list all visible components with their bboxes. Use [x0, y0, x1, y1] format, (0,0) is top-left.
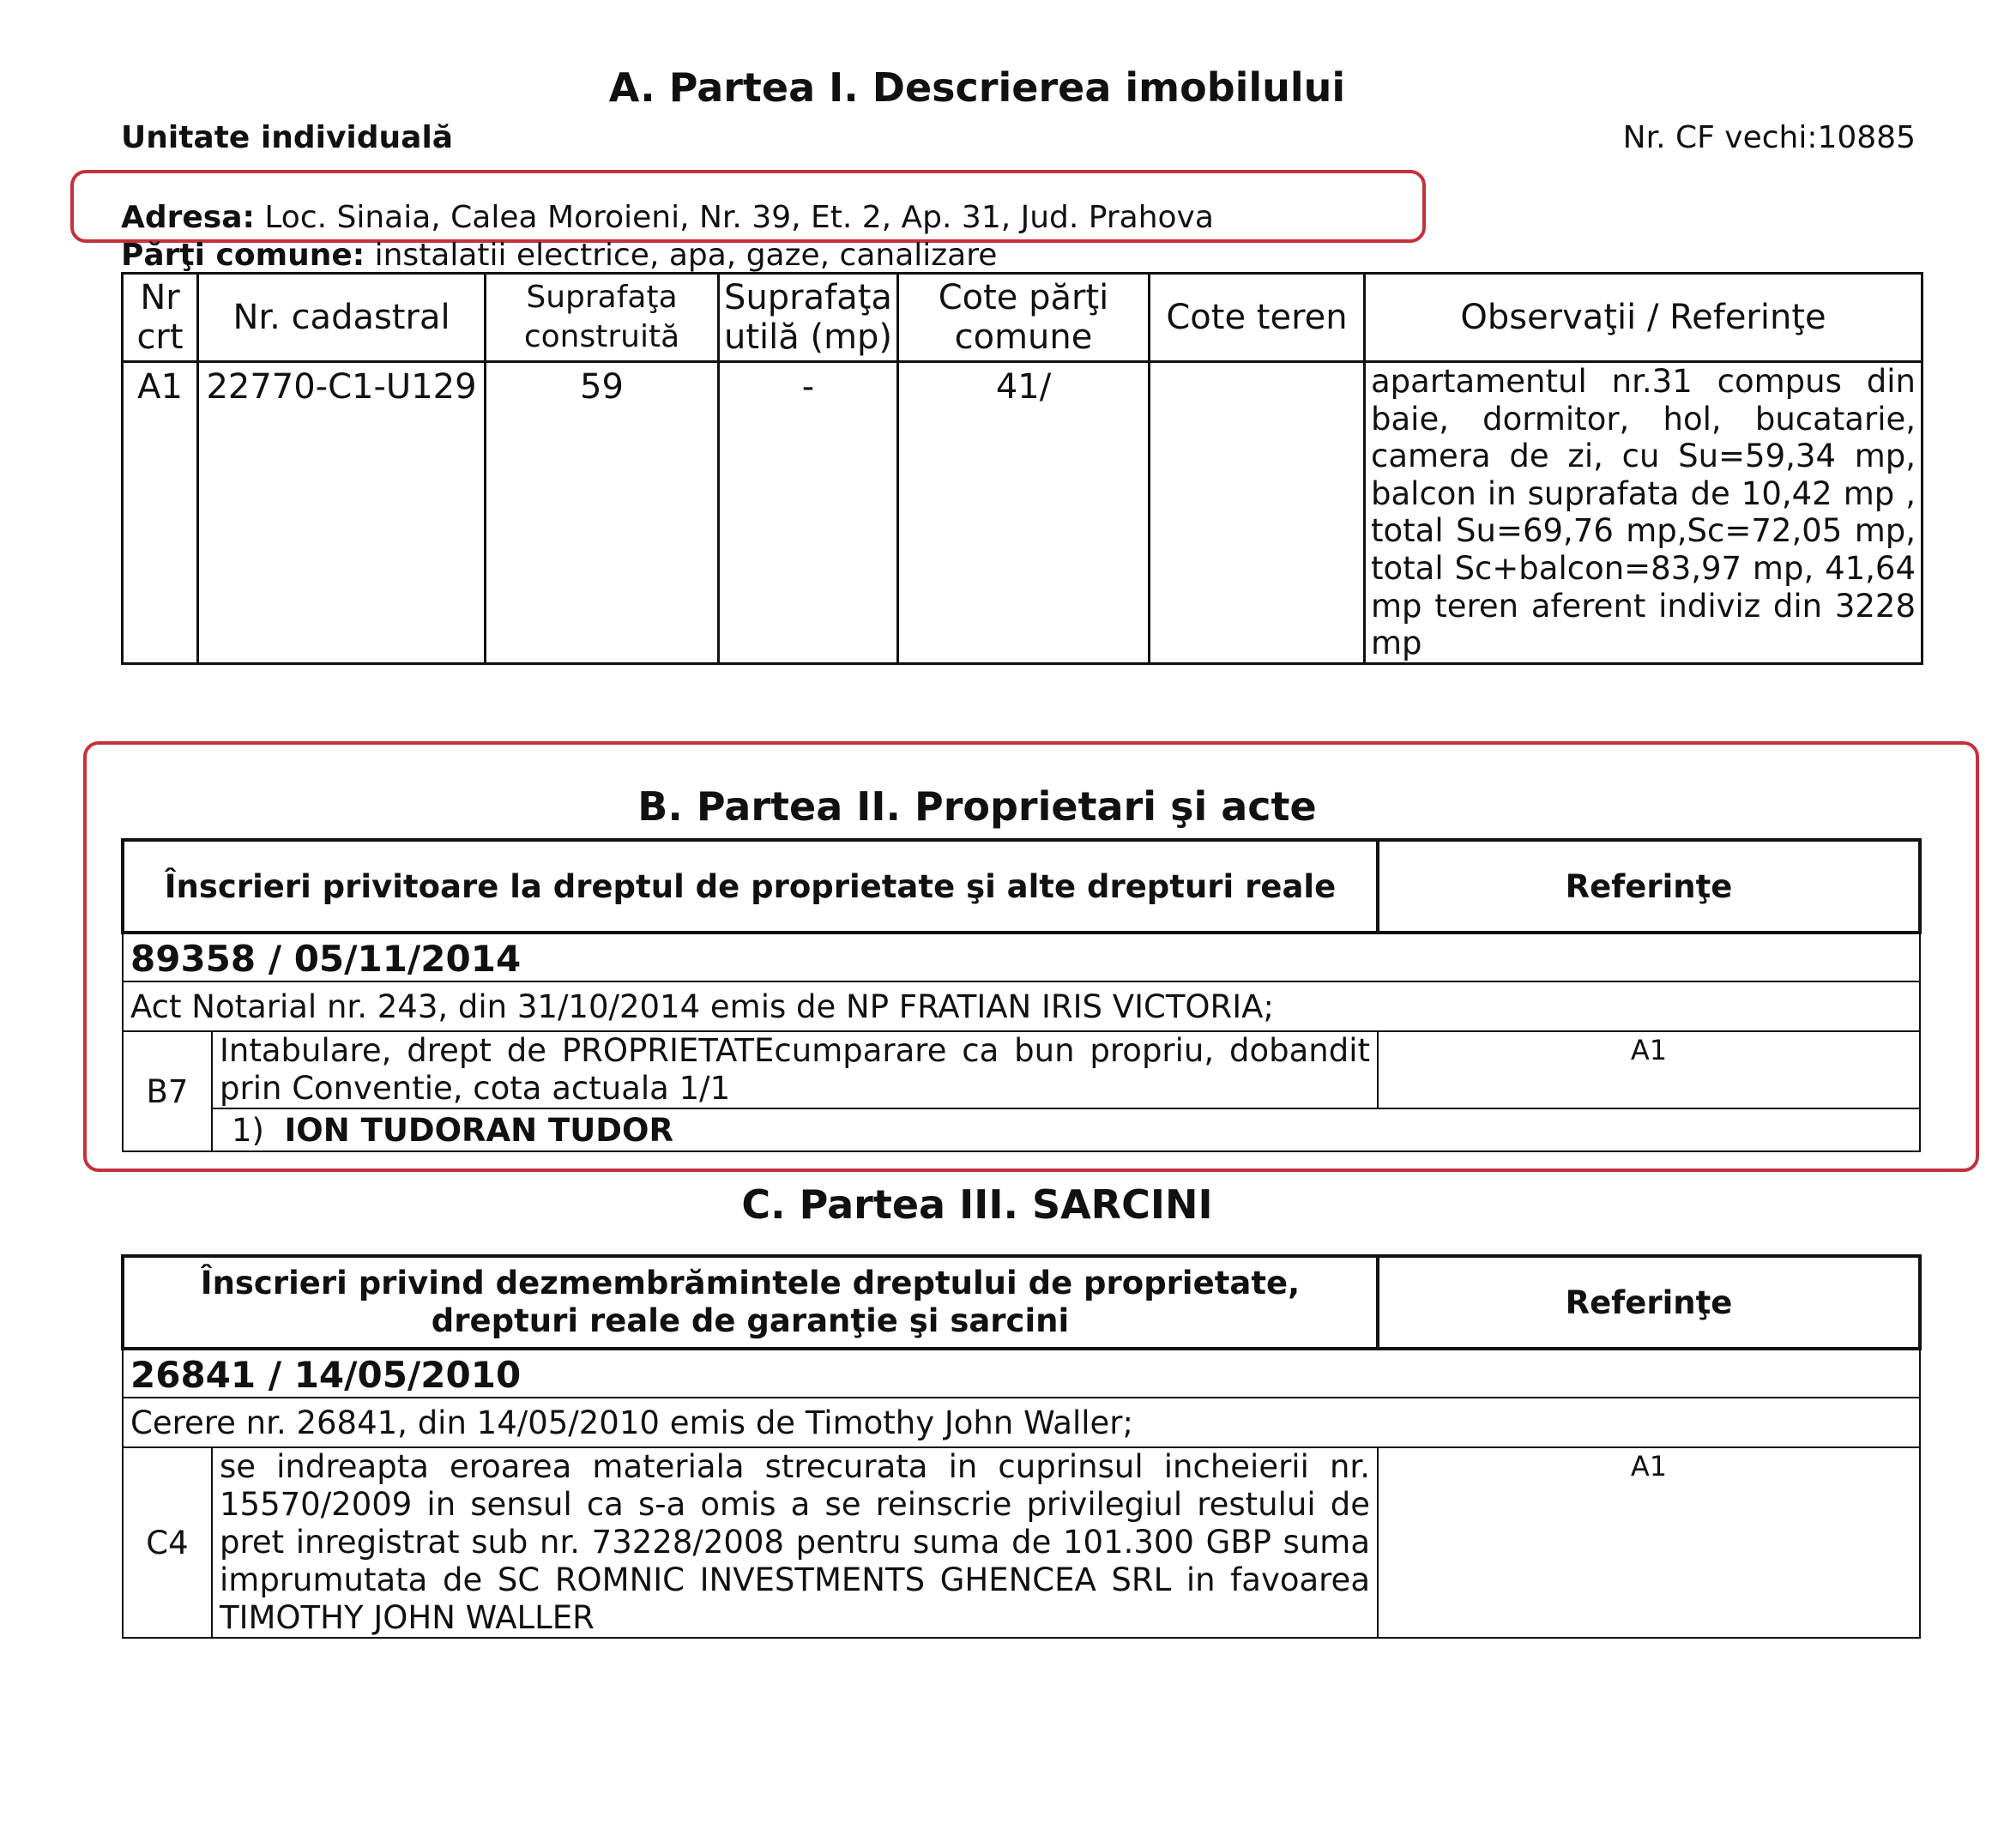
owners-table	[121, 838, 1922, 1152]
part-b-title: B. Partea II. Proprietari şi acte	[637, 783, 1317, 830]
address-label: Adresa:	[121, 200, 255, 235]
owner-name: ION TUDORAN TUDOR	[284, 1111, 673, 1149]
charges-header-references: Referinţe	[1378, 1256, 1920, 1349]
unit-label: Unitate individuală	[121, 120, 454, 155]
charges-header-rights: Înscrieri privind dezmembrămintele dreptului de proprietate, drepturi reale de garanţie şi sarcini	[123, 1256, 1378, 1349]
charges-act: Cerere nr. 26841, din 14/05/2010 emis de Timothy John Waller;	[123, 1398, 1920, 1447]
owner-cell	[212, 1108, 1920, 1151]
cell-observatii: apartamentul nr.31 compus din baie, dormitor, hol, bucatarie, camera de zi, cu Su=59,34 mp, balcon in suprafata de 10,42 mp , total Su=69,76 mp,Sc=72,05 mp, total Sc+balcon=83,97 mp, 41,64 mp teren aferent indiviz din 3228 mp	[1365, 362, 1923, 664]
parti-comune-line	[121, 237, 997, 275]
charges-reference: A1	[1378, 1447, 1920, 1638]
parti-comune-label: Părţi comune:	[121, 238, 365, 273]
owners-header-references: Referinţe	[1378, 840, 1920, 933]
charges-entry-row	[123, 1349, 1920, 1398]
owners-header-row	[123, 840, 1920, 933]
owners-description: Intabulare, drept de PROPRIETATEcumparare ca bun propriu, dobandit prin Conventie, cota actuala 1/1	[212, 1031, 1378, 1108]
cell-cote-parti-comune: 41/	[898, 362, 1150, 664]
col-observatii: Observaţii / Referinţe	[1365, 274, 1923, 362]
table-header-row	[123, 274, 1923, 362]
col-nr-crt: Nr crt	[123, 274, 198, 362]
owners-header-rights: Înscrieri privitoare la dreptul de proprietate şi alte drepturi reale	[123, 840, 1378, 933]
owners-owner-row	[123, 1108, 1920, 1151]
address-line	[121, 199, 1214, 237]
part-c-title: C. Partea III. SARCINI	[741, 1181, 1213, 1228]
cell-suprafata-construita: 59	[486, 362, 719, 664]
owners-code: B7	[123, 1031, 212, 1151]
cell-nr-cadastral: 22770-C1-U129	[198, 362, 486, 664]
cell-nr-crt: A1	[123, 362, 198, 664]
charges-table	[121, 1254, 1922, 1639]
cf-vechi: Nr. CF vechi:10885	[1622, 120, 1916, 155]
address-value: Loc. Sinaia, Calea Moroieni, Nr. 39, Et. 2, Ap. 31, Jud. Prahova	[254, 200, 1214, 235]
charges-header-row	[123, 1256, 1920, 1349]
charges-description: se indreapta eroarea materiala strecurata in cuprinsul incheierii nr. 15570/2009 in sensul ca s-a omis a se reinscrie privilegiul restului de pret inregistrat sub nr. 73228/2008 pentru suma de 101.300 GBP suma imprumutata de SC ROMNIC INVESTMENTS GHENCEA SRL in favoarea TIMOTHY JOHN WALLER	[212, 1447, 1378, 1638]
col-cote-parti-comune: Cote părţi comune	[898, 274, 1150, 362]
col-cote-teren: Cote teren	[1150, 274, 1365, 362]
cell-suprafata-utila: -	[719, 362, 898, 664]
owners-inscription-row	[123, 1031, 1920, 1108]
table-row	[123, 362, 1923, 664]
col-suprafata-construita: Suprafaţa construită	[486, 274, 719, 362]
owners-entry-number: 89358 / 05/11/2014	[123, 933, 1920, 981]
charges-code: C4	[123, 1447, 212, 1638]
cell-cote-teren	[1150, 362, 1365, 664]
owners-reference: A1	[1378, 1031, 1920, 1108]
owner-index: 1)	[232, 1111, 264, 1149]
col-nr-cadastral: Nr. cadastral	[198, 274, 486, 362]
charges-entry-number: 26841 / 14/05/2010	[123, 1349, 1920, 1398]
owners-entry-row	[123, 933, 1920, 981]
charges-inscription-row	[123, 1447, 1920, 1638]
charges-act-row	[123, 1398, 1920, 1447]
building-description-table	[121, 272, 1923, 665]
owners-act-row	[123, 981, 1920, 1031]
col-suprafata-utila: Suprafaţa utilă (mp)	[719, 274, 898, 362]
owners-act: Act Notarial nr. 243, din 31/10/2014 emis de NP FRATIAN IRIS VICTORIA;	[123, 981, 1920, 1031]
parti-comune-value: instalatii electrice, apa, gaze, canalizare	[365, 238, 998, 273]
part-a-title: A. Partea I. Descrierea imobilului	[608, 64, 1346, 111]
